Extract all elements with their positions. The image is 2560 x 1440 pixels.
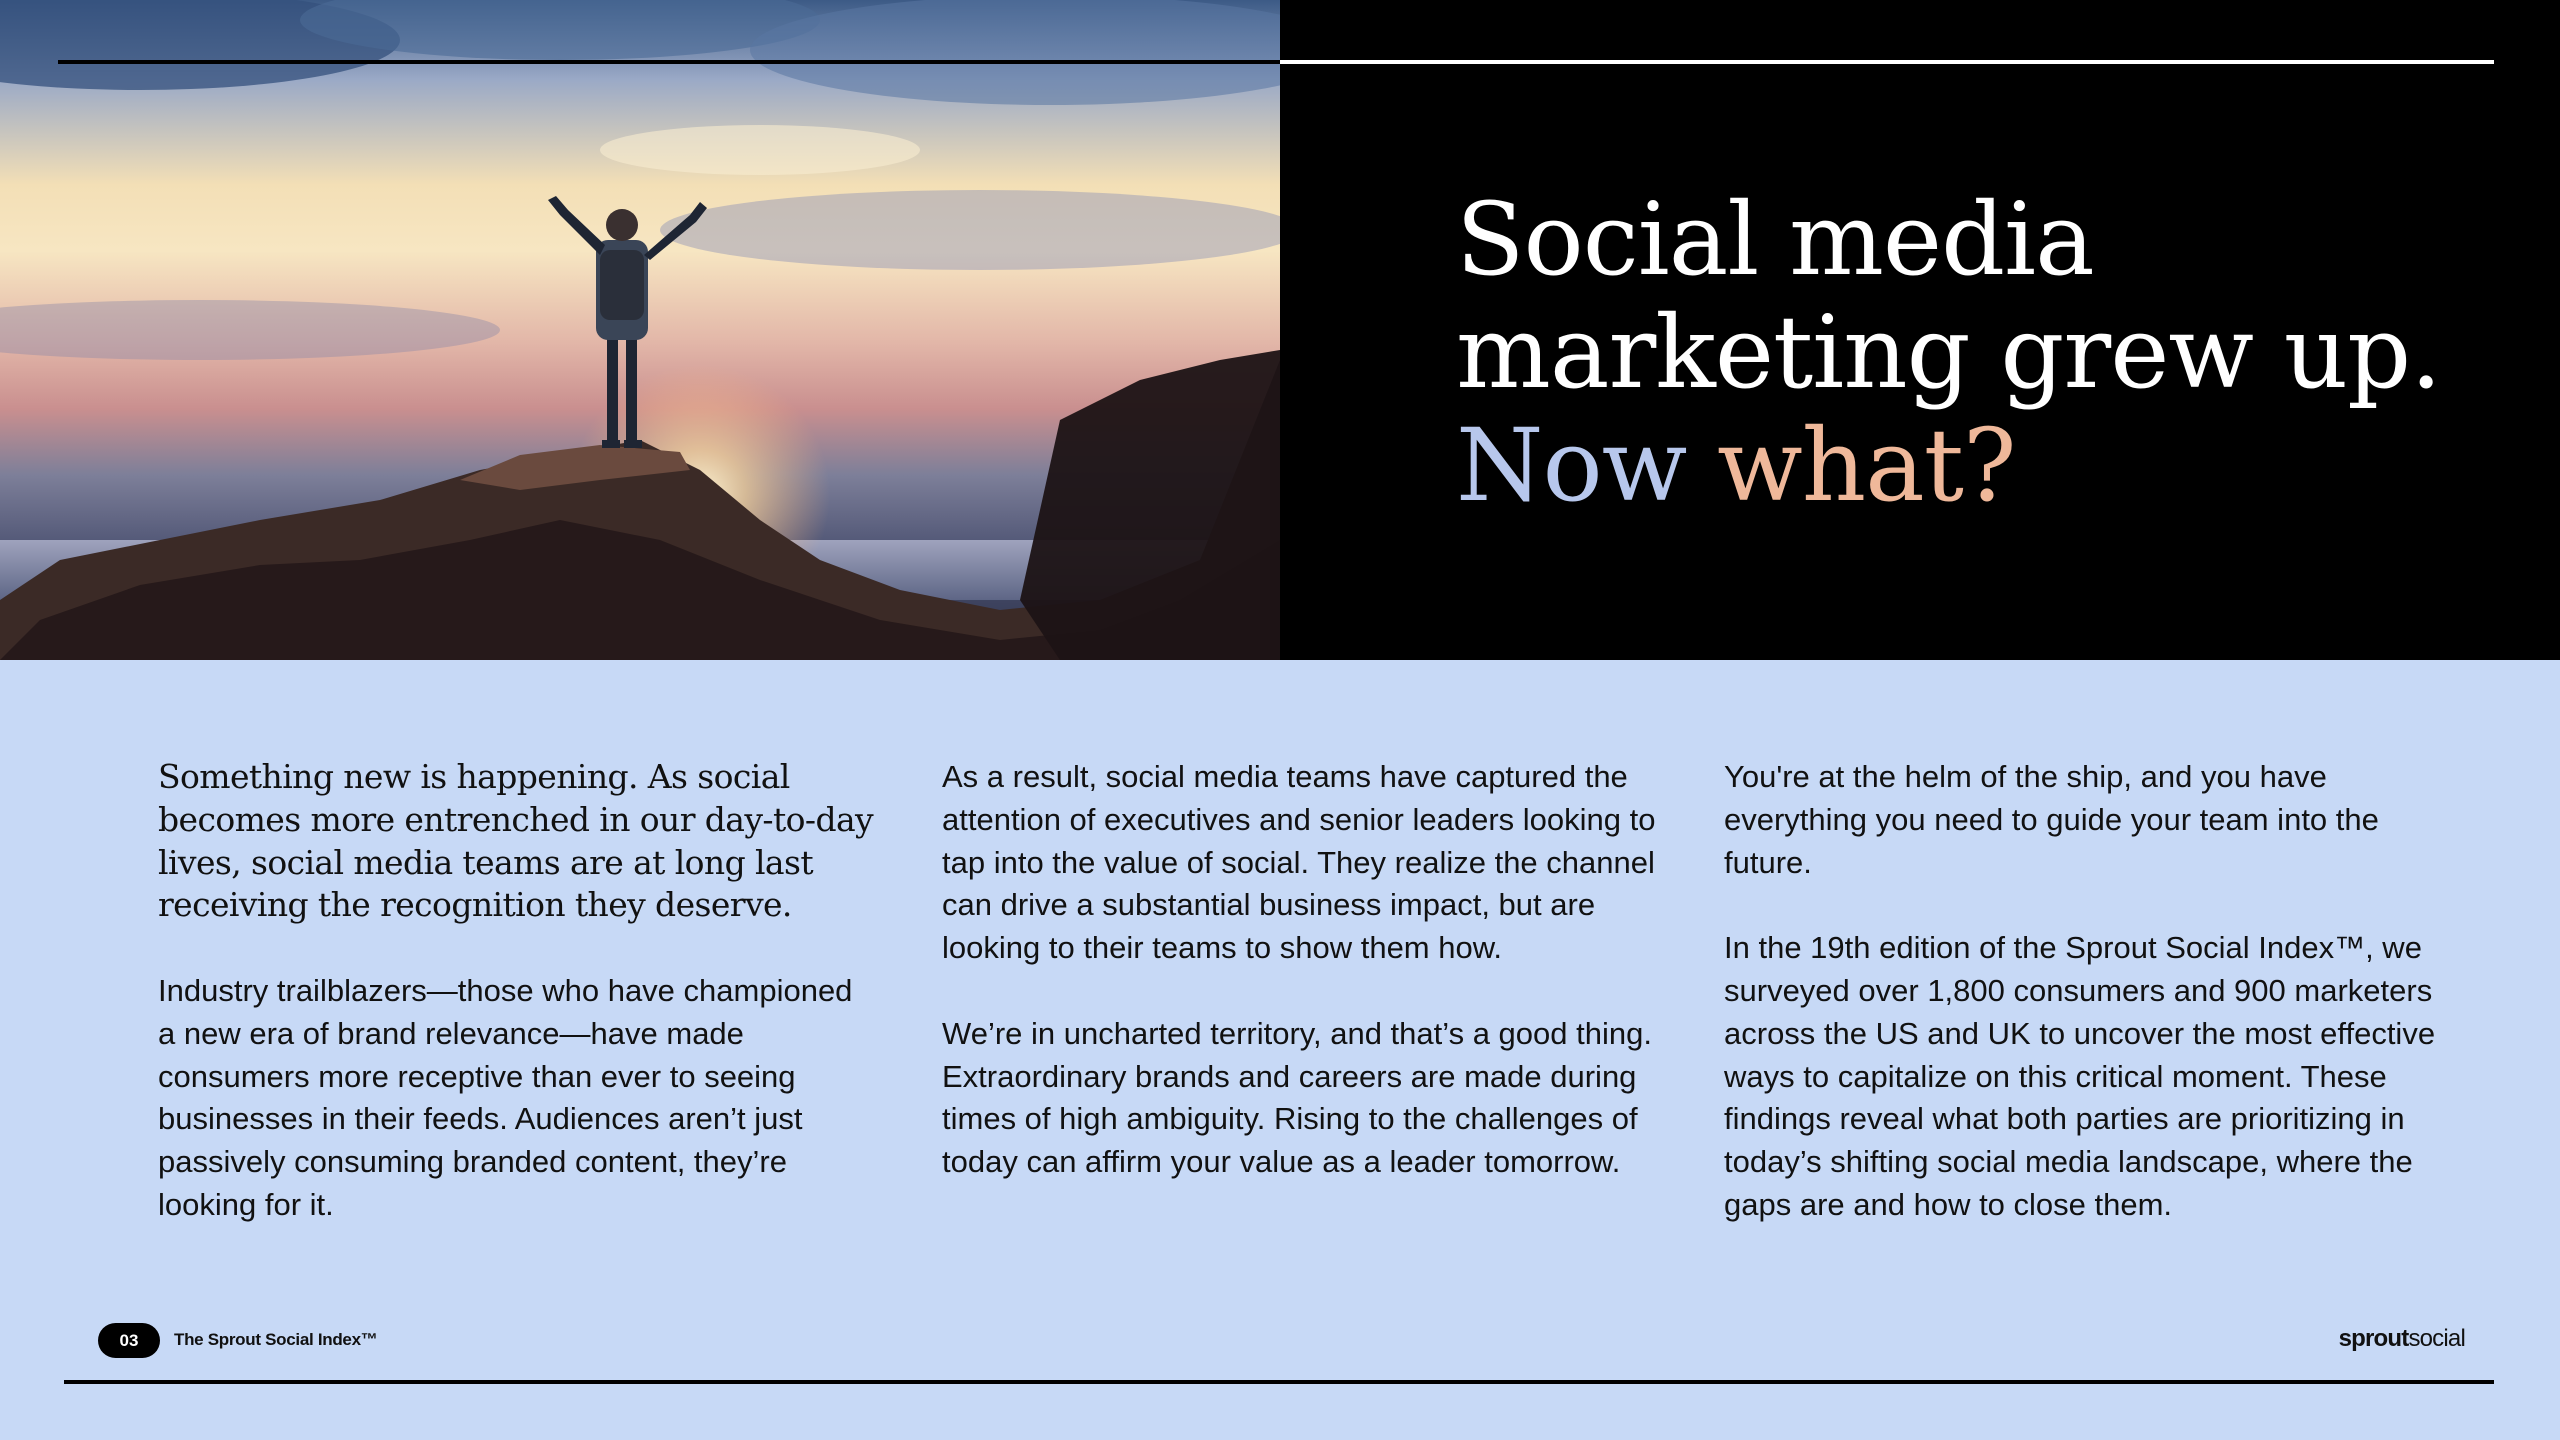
body-column-2 [942, 756, 1662, 1184]
body-column-1 [158, 756, 878, 1227]
body-paragraph: In the 19th edition of the Sprout Social Index™, we surveyed over 1,800 consumers and 900 marketers across the US and UK to uncover the most effective ways to capitalize on this critical moment. These findings reveal what both parties are prioritizing in today’s shifting social media landscape, where the gaps are and how to close them. [1724, 930, 2436, 1222]
bottom-divider [64, 1380, 2494, 1384]
body-paragraph: Industry trailblazers—those who have championed a new era of brand relevance—have made consumers more receptive than ever to seeing businesses in their feeds. Audiences aren’t just passively consuming branded content, they’re looking for it. [158, 972, 853, 1222]
headline-now: Now [1456, 407, 1687, 524]
logo-word-sprout: sprout [2338, 1325, 2409, 1352]
body-paragraph: You're at the helm of the ship, and you have everything you need to guide your team into the future. [1724, 759, 2379, 880]
hero-photo [0, 0, 1280, 660]
hiker-on-rocks-illustration [0, 0, 1280, 660]
top-divider-light [1280, 60, 2494, 64]
body-paragraph: We’re in uncharted territory, and that’s a good thing. Extraordinary brands and careers are made during times of high ambiguity. Rising to the challenges of today can affirm your value as a leader tomorrow. [942, 1015, 1652, 1180]
page-number-badge: 03 [98, 1323, 160, 1358]
page-headline [1456, 183, 2441, 522]
body-paragraph: As a result, social media teams have captured the attention of executives and senior leaders looking to tap into the value of social. They realize the channel can drive a substantial business impact, but are looking to their teams to show them how. [942, 759, 1656, 966]
headline-line-3 [1456, 409, 2441, 522]
report-title: The Sprout Social Index™ [174, 1330, 378, 1349]
body-column-3 [1724, 756, 2444, 1227]
headline-line-2: marketing grew up. [1456, 294, 2441, 411]
headline-what: what? [1717, 407, 2016, 524]
top-divider-dark [58, 60, 1280, 64]
logo-word-social: social [2408, 1325, 2465, 1352]
headline-line-1: Social media [1456, 181, 2094, 298]
lead-paragraph: Something new is happening. As social becomes more entrenched in our day-to-day lives, social media teams are at long last receiving the recognition they deserve. [158, 757, 874, 925]
sproutsocial-logo [2339, 1325, 2465, 1353]
